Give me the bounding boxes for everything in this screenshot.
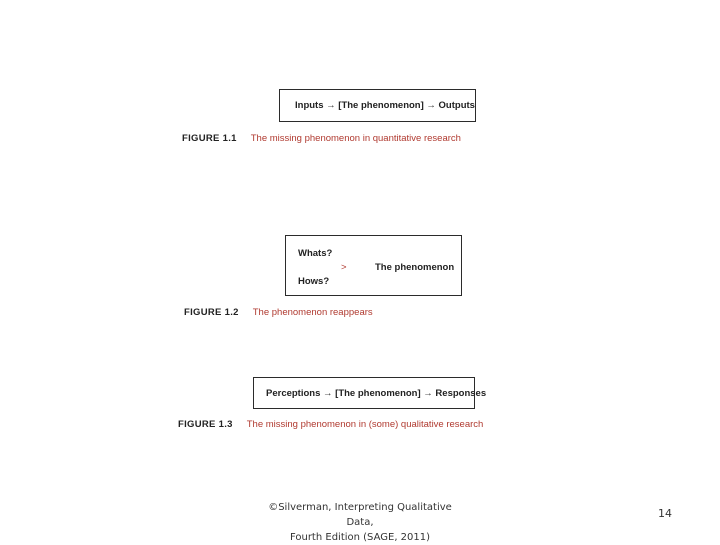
citation-line-1: ©Silverman, Interpreting Qualitative Data, [268,502,452,528]
citation-line-2: Fourth Edition (SAGE, 2011) [289,532,431,543]
figure-1-1-caption-text: The missing phenomenon in quantitative research [250,133,461,144]
hows-label: Hows? [298,276,330,287]
figure-1-1-label: FIGURE 1.1 [182,133,237,144]
citation-footer [255,500,465,545]
whats-label: Whats? [298,248,333,259]
figure-1-2-diagram [285,235,462,296]
figure-1-2-caption-text: The phenomenon reappears [252,307,373,318]
figure-1-1-caption [182,133,461,144]
figure-1-3-caption [178,419,483,430]
figure-1-3-label: FIGURE 1.3 [178,419,233,430]
figure-1-1-diagram [279,89,476,122]
figure-1-2-caption [184,307,373,318]
arrow-glyph: > [341,262,347,273]
figure-1-3-diagram [253,377,487,409]
page-number: 14 [658,507,672,520]
figure-1-3-caption-text: The missing phenomenon in (some) qualitative research [246,419,484,430]
figure-1-2-label: FIGURE 1.2 [184,307,239,318]
phenomenon-label: The phenomenon [375,262,455,273]
figure-1-1-diagram-text: Inputs → [The phenomenon] → Outputs [295,100,475,111]
figure-1-3-diagram-text: Perceptions → [The phenomenon] → Responses [266,388,487,399]
